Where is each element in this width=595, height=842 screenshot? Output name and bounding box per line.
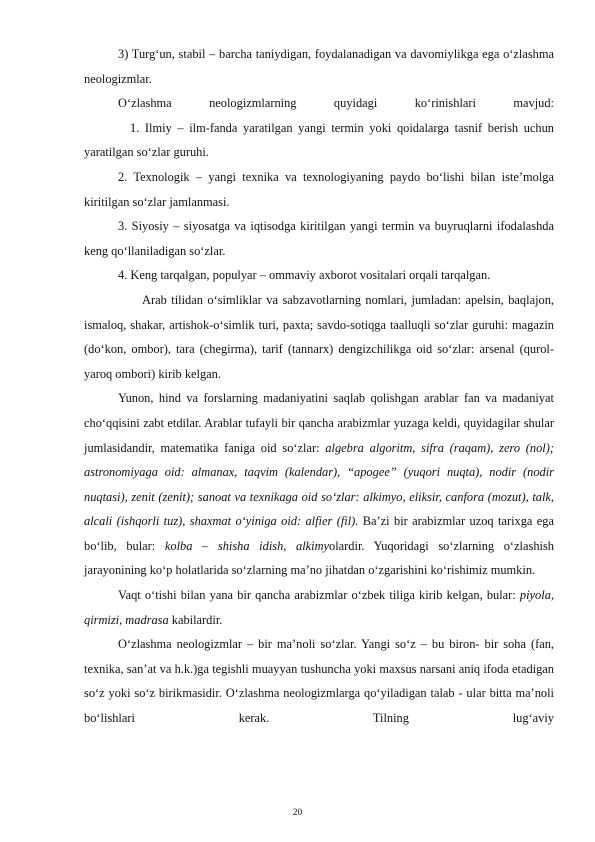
paragraph-scientific — [84, 116, 554, 165]
paragraph-text: 4. Keng tarqalgan, populyar – ommaviy axborot vositalari orqali tarqalgan. — [118, 268, 491, 283]
paragraph-popular — [118, 263, 554, 288]
paragraph-text: 3. Siyosiy – siyosatga va iqtisodga kiritilgan yangi termin va buyruqlarni ifodalashda keng qo‘llaniladigan so‘zlar. — [84, 219, 554, 258]
paragraph-technological — [84, 165, 554, 214]
paragraph-arabisms — [84, 386, 554, 583]
paragraph-single-meaning — [84, 632, 554, 730]
italic-terms: algebra algoritm, sifra (raqam), zero (nol); astronomiyaga oid: almanax, taqvim (kalendar), “apogee” (yuqori nuqta), nodir (nodir nuqtasi), zenit (zenit); sanoat va texnikaga oid so‘zlar: alkimyo, eliksir, canfora (mozut), talk, alcali (ishqorli tuz), shaxmat o‘yiniga oid: alfier (fil). — [84, 440, 554, 529]
paragraph-text: 1. Ilmiy – ilm-fanda yaratilgan yangi termin yoki qoidalarga tasnif berish uchun yaratilgan so‘zlar guruhi. — [84, 120, 554, 160]
paragraph-text: Ba’zi bir arabizmlar uzoq tarixga ega bo‘lib, bular: — [84, 514, 554, 553]
paragraph-later-arabisms — [84, 583, 554, 632]
document-body — [84, 42, 554, 731]
paragraph-political — [84, 214, 554, 263]
paragraph-text: Arab tilidan o‘simliklar va sabzavotlarning nomlari, jumladan: apelsin, baqlajon, ismaloq, shakar, artishok-o‘simlik turi, paxta; savdo-sotiqga taalluqli so‘zlar guruhi: magazin (do‘kon, ombor), tara (chegirma), tarif (tannarx) dengizchilikga oid so‘zlar: arsenal (qurol-yaroq ombori) kirib kelgan. — [84, 292, 554, 381]
paragraph-forms-intro — [118, 91, 554, 116]
paragraph-text: Yunon, hind va forslarning madaniyatini saqlab qolishgan arablar fan va madaniyat cho‘qqisini zabt etdilar. Arablar tufayli bir qancha arabizmlar yuzaga keldi, quyidagilar shular jumlasidandir, matematika faniga oid so‘zlar: — [84, 391, 554, 455]
italic-terms: piyola, qirmizi, madrasa — [84, 588, 554, 627]
paragraph-text: O‘zlashma neologizmlar – bir ma’noli so‘zlar. Yangi so‘z – bu biron- bir soha (fan, texnika, san’at va h.k.)ga tegishli muayyan tushuncha yoki maxsus narsani aniq ifoda etadigan so‘z yoki so‘z birikmasidir. O‘zlashma neologizmlarga qo‘yiladigan talab - ular bitta ma’noli bo‘lishlari kerak. Tilning lug‘aviy — [84, 637, 554, 726]
paragraph-text: 3) Turg‘un, stabil – barcha taniydigan, foydalanadigan va davomiylikga ega o‘zlashma neologizmlar. — [84, 47, 554, 86]
paragraph-text: 2. Texnologik – yangi texnika va texnologiyaning paydo bo‘lishi bilan iste’molga kiritilgan so‘zlar jamlanmasi. — [84, 169, 554, 209]
page-number: 20 — [292, 808, 303, 818]
paragraph-stable-neologisms — [84, 42, 554, 91]
paragraph-text: kabilardir. — [168, 612, 223, 627]
paragraph-text: Vaqt o‘tishi bilan yana bir qancha arabizmlar o‘zbek tiliga kirib kelgan, bular: — [118, 588, 520, 603]
paragraph-text: olardir. Yuqoridagi so‘zlarning o‘zlashish jarayonining ko‘p holatlarida so‘zlarning ma’no jihatdan o‘zgarishini ko‘rishimiz mumkin. — [84, 538, 554, 578]
italic-terms: kolba – shisha idish, alkimy — [164, 538, 330, 553]
paragraph-arabic-plants — [84, 288, 554, 386]
paragraph-text: O‘zlashma neologizmlarning quyidagi ko‘rinishlari mavjud: — [118, 96, 554, 111]
